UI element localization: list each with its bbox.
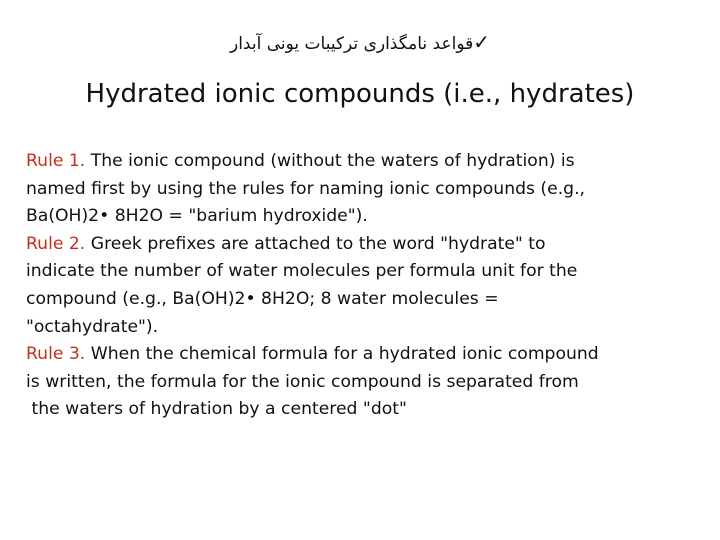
rule-1-line-3: Ba(OH)2• 8H2O = "barium hydroxide"). [26,206,368,227]
rule-1-text-1: The ionic compound (without the waters of hydration) is [85,151,575,171]
rule-1-line-2: named first by using the rules for naming ionic compounds (e.g., [26,178,586,199]
rule-3-line-1 [26,341,706,369]
rule-3-text-1: When the chemical formula for a hydrated ionic compound [85,344,599,365]
checkmark-icon: ✓ [473,30,491,54]
persian-title [0,30,720,56]
rule-2-line-1 [26,231,706,259]
rules-body [26,148,706,424]
rule-2-text-1: Greek prefixes are attached to the word "hydrate" to [85,233,546,254]
rule-1-label: Rule 1. [26,151,86,171]
slide-title: Hydrated ionic compounds (i.e., hydrates) [85,79,635,109]
rule-3-line-2: is written, the formula for the ionic compound is separated from [26,371,579,392]
rule-2-line-2: indicate the number of water molecules per formula unit for the [26,261,578,282]
rule-2-line-4: "octahydrate"). [26,316,159,337]
rule-3-line-3: the waters of hydration by a centered "dot" [26,399,407,420]
rule-1-line-1 [26,148,706,176]
rule-3-label: Rule 3. [26,344,86,365]
rule-2-label: Rule 2. [26,233,86,254]
rule-2-line-3: compound (e.g., Ba(OH)2• 8H2O; 8 water molecules = [26,288,499,309]
persian-title-text: قواعد نامگذاری ترکیبات یونی آبدار [229,34,474,54]
